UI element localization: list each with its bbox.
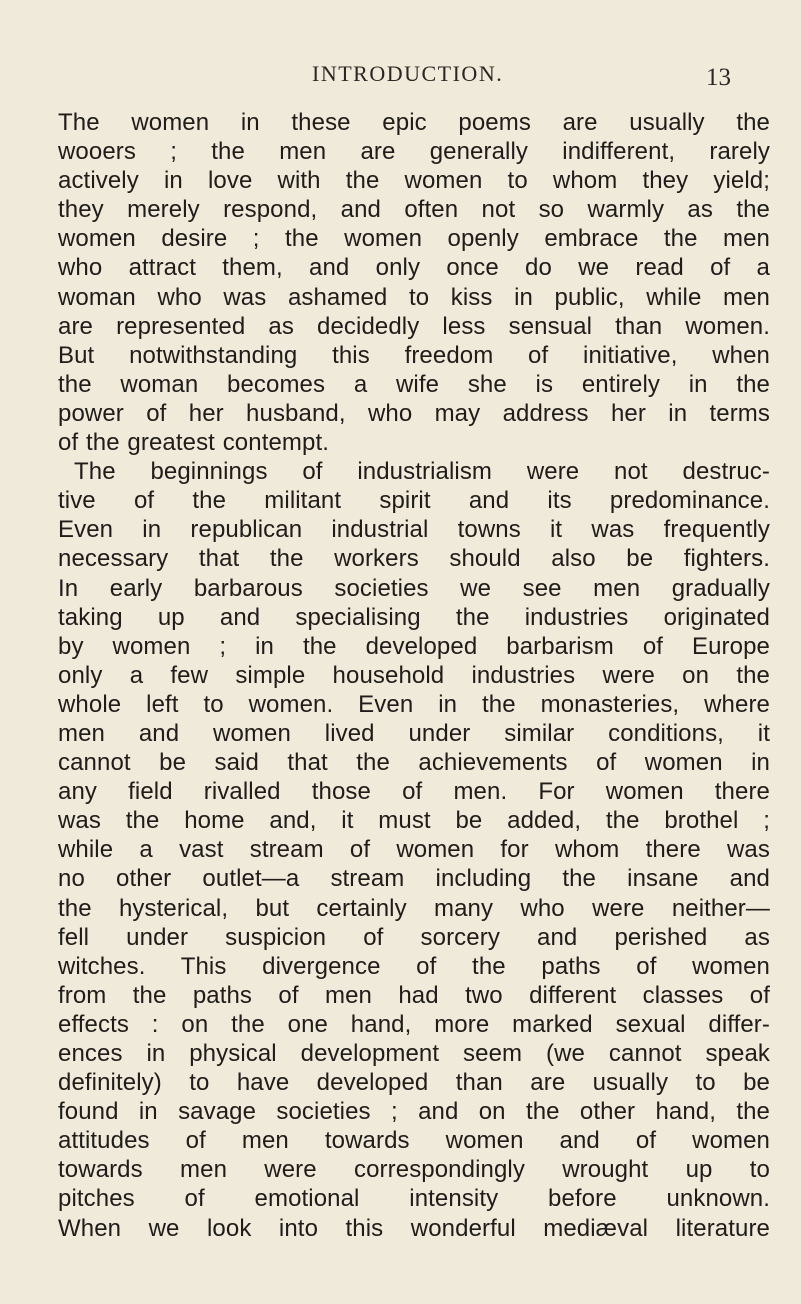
text-line: men and women lived under similar conditions, it — [58, 719, 770, 747]
text-line: taking up and specialising the industries originated — [58, 603, 770, 631]
text-line: When we look into this wonderful mediæval literature — [58, 1214, 770, 1242]
text-line: effects : on the one hand, more marked sexual differ- — [58, 1010, 770, 1038]
text-line: fell under suspicion of sorcery and perished as — [58, 923, 770, 951]
text-line: witches. This divergence of the paths of women — [58, 952, 770, 980]
text-line: But notwithstanding this freedom of initiative, when — [58, 341, 770, 369]
text-line: was the home and, it must be added, the brothel ; — [58, 807, 770, 835]
text-line: definitely) to have developed than are usually to be — [58, 1069, 770, 1097]
text-line: necessary that the workers should also be fighters. — [58, 545, 770, 573]
text-line: while a vast stream of women for whom there was — [58, 836, 770, 864]
text-line: the woman becomes a wife she is entirely in the — [58, 370, 770, 398]
text-line: who attract them, and only once do we read of a — [58, 254, 770, 282]
text-line: found in savage societies ; and on the other hand, the — [58, 1098, 770, 1126]
text-line: by women ; in the developed barbarism of Europe — [58, 632, 770, 660]
text-line: whole left to women. Even in the monasteries, where — [58, 690, 770, 718]
paragraph-start-line: The beginnings of industrialism were not destruc- — [74, 458, 770, 486]
body-text — [58, 108, 770, 1243]
text-line: are represented as decidedly less sensual than women. — [58, 312, 770, 340]
text-line: actively in love with the women to whom they yield; — [58, 167, 770, 195]
page-number: 13 — [706, 64, 731, 91]
text-line: The women in these epic poems are usually the — [58, 109, 770, 136]
text-line: only a few simple household industries were on the — [58, 661, 770, 689]
text-line: Even in republican industrial towns it was frequently — [58, 516, 770, 544]
text-line: woman who was ashamed to kiss in public, while men — [58, 283, 770, 311]
text-line: women desire ; the women openly embrace the men — [58, 225, 770, 253]
text-line: towards men were correspondingly wrought up to — [58, 1156, 770, 1184]
text-line: attitudes of men towards women and of women — [58, 1127, 770, 1155]
text-line: ences in physical development seem (we cannot speak — [58, 1040, 770, 1067]
text-line: wooers ; the men are generally indifferent, rarely — [58, 138, 770, 166]
text-line: they merely respond, and often not so warmly as the — [58, 196, 770, 224]
text-line: the hysterical, but certainly many who were neither— — [58, 894, 770, 922]
running-head — [0, 60, 801, 100]
text-line: tive of the militant spirit and its predominance. — [58, 487, 770, 515]
text-line: cannot be said that the achievements of women in — [58, 749, 770, 777]
running-title: INTRODUCTION. — [312, 61, 504, 86]
text-line: power of her husband, who may address her in terms — [58, 399, 770, 427]
text-line: no other outlet—a stream including the insane and — [58, 865, 770, 893]
text-line: any field rivalled those of men. For women there — [58, 778, 770, 806]
text-line: pitches of emotional intensity before unknown. — [58, 1185, 770, 1213]
text-line: In early barbarous societies we see men gradually — [58, 574, 770, 602]
paragraph-end-line: of the greatest contempt. — [58, 429, 329, 457]
text-line: from the paths of men had two different classes of — [58, 981, 770, 1009]
